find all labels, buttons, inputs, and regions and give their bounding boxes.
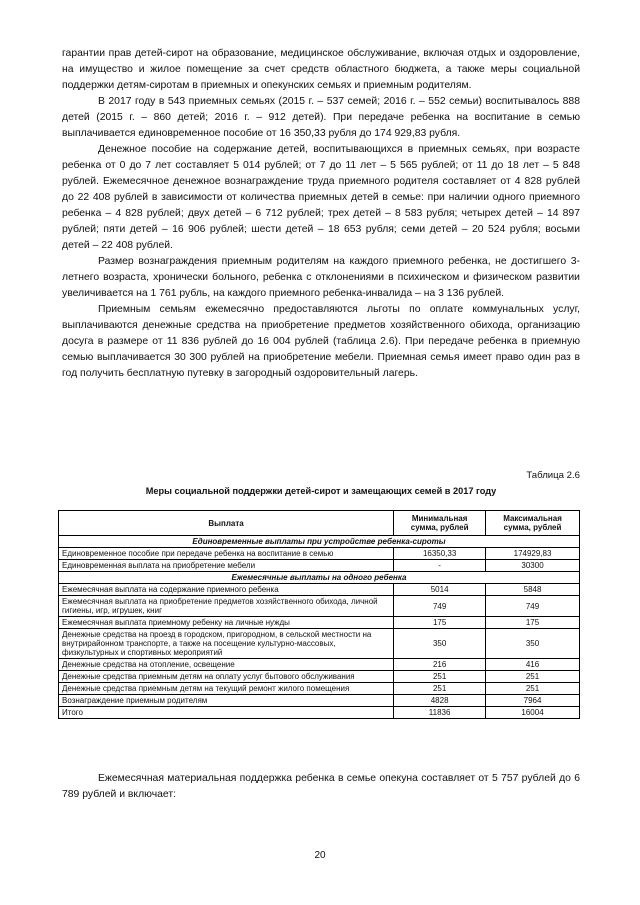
row-min: 251	[394, 683, 486, 695]
row-max: 175	[486, 617, 580, 629]
table-row	[59, 695, 580, 707]
paragraph: В 2017 году в 543 приемных семьях (2015 г. – 537 семей; 2016 г. – 552 семьи) воспитывалось 888 детей (2015 г. – 860 детей; 2016 г. – 912 детей). При передаче ребенка на воспитание в семью выплачивается единовременное пособие от 16 350,33 рубля до 174 929,83 рубля.	[62, 96, 580, 139]
section-monthly: Ежемесячные выплаты на одного ребенка	[59, 572, 580, 584]
table-header-row	[59, 511, 580, 536]
paragraph: Размер вознаграждения приемным родителям на каждого приемного ребенка, не достигшего 3-летнего возраста, хронически больного, ребенка с отклонениями в психическом и физическом развитии увеличивается на 1 761 рубль, на каждого приемного ребенка-инвалида – на 3 136 рублей.	[62, 256, 580, 299]
section-row	[59, 572, 580, 584]
row-min: 4828	[394, 695, 486, 707]
row-max: 174929,83	[486, 548, 580, 560]
row-max: 749	[486, 596, 580, 617]
row-min: 5014	[394, 584, 486, 596]
table-row	[59, 617, 580, 629]
row-min: 11836	[394, 707, 486, 719]
row-name: Ежемесячная выплата приемному ребенку на личные нужды	[59, 617, 394, 629]
body-text	[62, 46, 580, 382]
header-max: Максимальная сумма, рублей	[486, 511, 580, 536]
row-name: Денежные средства приемным детям на оплату услуг бытового обслуживания	[59, 671, 394, 683]
paragraph: Приемным семьям ежемесячно предоставляются льготы по оплате коммунальных услуг, выплачиваются денежные средства на приобретение предметов хозяйственного обихода, организацию досуга в размере от 11 836 рублей до 16 004 рублей (таблица 2.6). При передаче ребенка в приемную семью выплачивается 30 300 рублей на приобретение мебели. Приемная семья имеет право один раз в год получить бесплатную путевку в загородный оздоровительный лагерь.	[62, 304, 580, 379]
after-table-text	[62, 771, 580, 803]
row-min: 350	[394, 629, 486, 659]
table-row	[59, 659, 580, 671]
row-min: 175	[394, 617, 486, 629]
table-row	[59, 671, 580, 683]
table-title: Меры социальной поддержки детей-сирот и замещающих семей в 2017 году	[145, 486, 497, 496]
table-label: Таблица 2.6	[526, 470, 580, 481]
row-name: Ежемесячная выплата на содержание приемного ребенка	[59, 584, 394, 596]
row-name: Единовременное пособие при передаче ребенка на воспитание в семью	[59, 548, 394, 560]
row-name: Денежные средства приемным детям на текущий ремонт жилого помещения	[59, 683, 394, 695]
section-row	[59, 536, 580, 548]
paragraph: гарантии прав детей-сирот на образование, медицинское обслуживание, включая отдых и оздоровление, на имущество и жилое помещение за счет средств областного бюджета, а также меры социальной поддержки детям-сиротам в приемных и опекунских семьях и приемным родителям.	[62, 48, 580, 91]
section-one-time: Единовременные выплаты при устройстве ребенка-сироты	[59, 536, 580, 548]
row-name: Ежемесячная выплата на приобретение предметов хозяйственного обихода, личной гигиены, игр, игрушек, книг	[59, 596, 394, 617]
row-min: -	[394, 560, 486, 572]
row-min: 216	[394, 659, 486, 671]
row-name: Денежные средства на отопление, освещение	[59, 659, 394, 671]
header-payment: Выплата	[59, 511, 394, 536]
row-max: 30300	[486, 560, 580, 572]
paragraph: Ежемесячная материальная поддержка ребенка в семье опекуна составляет от 5 757 рублей до 6 789 рублей и включает:	[62, 773, 580, 800]
paragraph: Денежное пособие на содержание детей, воспитывающихся в приемных семьях, при возрасте ребенка от 0 до 7 лет составляет 5 014 рублей; от 7 до 11 лет – 5 565 рублей; от 11 до 18 лет – 5 848 рублей. Ежемесячное денежное вознаграждение труда приемного родителя составляет от 4 828 рублей до 22 408 рублей в зависимости от количества приемных детей в семье: при наличии одного приемного ребенка – 4 828 рублей; двух детей – 6 712 рублей; трех детей – 8 583 рубля; четырех детей – 14 897 рублей; пяти детей – 16 906 рублей; шести детей – 18 653 рубля; семи детей – 20 524 рубля; восьми детей – 22 408 рублей.	[62, 144, 580, 251]
table-row	[59, 584, 580, 596]
row-name: Денежные средства на проезд в городском, пригородном, в сельской местности на внутрирайонном транспорте, а также на посещение культурно-массовых, физкультурных и спортивных мероприятий	[59, 629, 394, 659]
row-name: Единовременная выплата на приобретение мебели	[59, 560, 394, 572]
table-total-row	[59, 707, 580, 719]
table-row	[59, 596, 580, 617]
row-max: 251	[486, 683, 580, 695]
row-max: 416	[486, 659, 580, 671]
row-max: 350	[486, 629, 580, 659]
row-max: 16004	[486, 707, 580, 719]
header-min: Минимальная сумма, рублей	[394, 511, 486, 536]
row-min: 251	[394, 671, 486, 683]
table-row	[59, 548, 580, 560]
page-number: 20	[314, 850, 326, 861]
row-max: 7964	[486, 695, 580, 707]
row-max: 251	[486, 671, 580, 683]
table-row	[59, 560, 580, 572]
row-name: Вознаграждение приемным родителям	[59, 695, 394, 707]
table-row	[59, 683, 580, 695]
row-max: 5848	[486, 584, 580, 596]
row-name: Итого	[59, 707, 394, 719]
support-measures-table	[58, 510, 580, 719]
table-row	[59, 629, 580, 659]
row-min: 749	[394, 596, 486, 617]
row-min: 16350,33	[394, 548, 486, 560]
